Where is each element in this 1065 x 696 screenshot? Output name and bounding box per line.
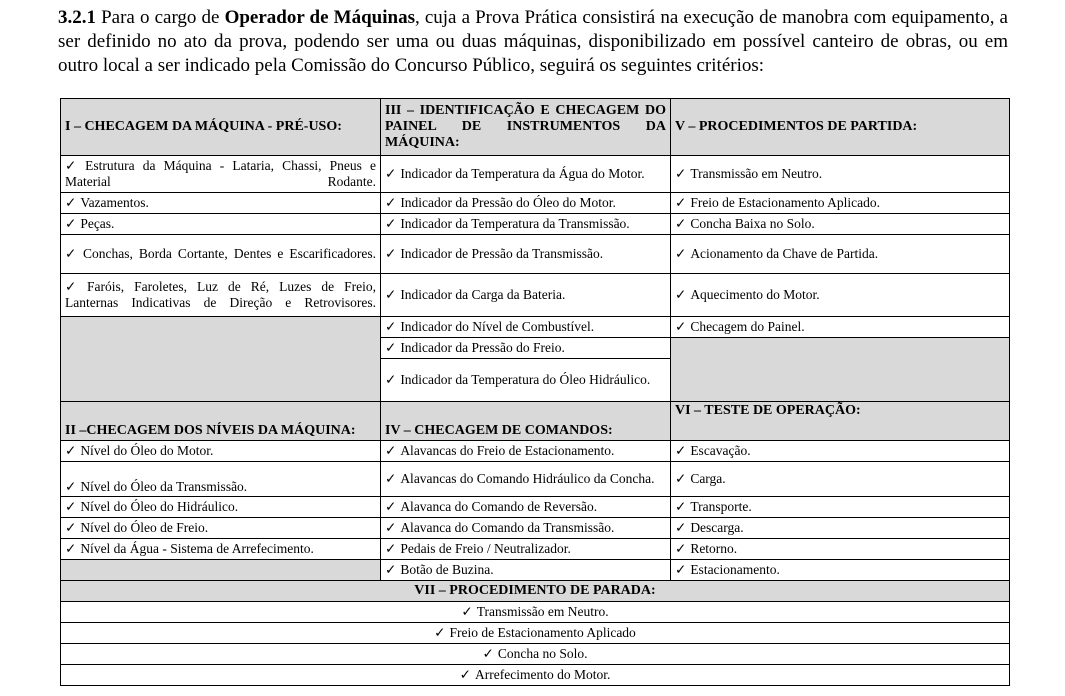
item-label: Estrutura da Máquina - Lataria, Chassi, Pneus e Material Rodante. bbox=[65, 158, 376, 189]
item-label: Arrefecimento do Motor. bbox=[474, 667, 611, 682]
table-row bbox=[61, 462, 1010, 497]
check-icon: ✓ bbox=[675, 319, 687, 334]
check-icon: ✓ bbox=[461, 604, 473, 619]
item-label: Conchas, Borda Cortante, Dentes e Escarificadores. bbox=[82, 246, 376, 261]
empty-cell bbox=[61, 560, 381, 581]
check-icon: ✓ bbox=[675, 287, 687, 302]
table-row bbox=[61, 665, 1010, 686]
check-icon: ✓ bbox=[385, 499, 397, 514]
check-icon: ✓ bbox=[675, 471, 687, 486]
header-section-iv: IV – CHECAGEM DE COMANDOS: bbox=[381, 402, 671, 441]
table-cell bbox=[61, 193, 381, 214]
table-cell bbox=[381, 156, 671, 193]
check-icon: ✓ bbox=[65, 443, 77, 458]
table-cell bbox=[61, 441, 381, 462]
check-icon: ✓ bbox=[385, 166, 397, 181]
check-icon: ✓ bbox=[675, 520, 687, 535]
check-icon: ✓ bbox=[385, 443, 397, 458]
item-label: Pedais de Freio / Neutralizador. bbox=[400, 541, 571, 556]
table-row bbox=[61, 214, 1010, 235]
header-section-iii: III – IDENTIFICAÇÃO E CHECAGEM DO PAINEL DE INSTRUMENTOS DA MÁQUINA: bbox=[381, 99, 671, 156]
check-icon: ✓ bbox=[65, 246, 79, 261]
item-label: Indicador da Temperatura da Água do Motor. bbox=[400, 166, 645, 181]
table-cell bbox=[61, 518, 381, 539]
item-label: Transmissão em Neutro. bbox=[476, 604, 609, 619]
check-icon: ✓ bbox=[675, 246, 687, 261]
item-label: Indicador do Nível de Combustível. bbox=[400, 319, 595, 334]
table-cell bbox=[381, 274, 671, 317]
item-label: Alavancas do Comando Hidráulico da Concha. bbox=[400, 471, 655, 486]
check-icon: ✓ bbox=[385, 541, 397, 556]
header-section-vi: VI – TESTE DE OPERAÇÃO: bbox=[671, 402, 1010, 441]
table-cell bbox=[381, 317, 671, 338]
table-row bbox=[61, 193, 1010, 214]
table-cell bbox=[671, 441, 1010, 462]
item-label: Retorno. bbox=[690, 541, 738, 556]
table-cell bbox=[61, 539, 381, 560]
table-cell bbox=[381, 359, 671, 402]
check-icon: ✓ bbox=[675, 443, 687, 458]
role-name: Operador de Máquinas bbox=[224, 7, 415, 28]
item-label: Descarga. bbox=[690, 520, 744, 535]
table-cell bbox=[671, 462, 1010, 497]
item-label: Peças. bbox=[80, 216, 115, 231]
check-icon: ✓ bbox=[65, 541, 77, 556]
table-cell bbox=[61, 462, 381, 497]
table-row bbox=[61, 156, 1010, 193]
table-row bbox=[61, 317, 1010, 338]
check-icon: ✓ bbox=[482, 646, 494, 661]
check-icon: ✓ bbox=[675, 499, 687, 514]
table-cell bbox=[671, 539, 1010, 560]
criteria-table bbox=[60, 98, 1009, 686]
table-row bbox=[61, 497, 1010, 518]
item-label: Carga. bbox=[690, 471, 726, 486]
item-label: Escavação. bbox=[690, 443, 751, 458]
intro-paragraph bbox=[58, 6, 1008, 78]
item-label: Indicador da Pressão do Óleo do Motor. bbox=[400, 195, 616, 210]
table-cell bbox=[671, 518, 1010, 539]
table-cell bbox=[61, 156, 381, 193]
check-icon: ✓ bbox=[385, 319, 397, 334]
item-label: Transporte. bbox=[690, 499, 752, 514]
table-row bbox=[61, 644, 1010, 665]
check-icon: ✓ bbox=[65, 279, 83, 294]
table-row bbox=[61, 560, 1010, 581]
empty-cell bbox=[61, 317, 381, 402]
check-icon: ✓ bbox=[385, 372, 397, 387]
check-icon: ✓ bbox=[675, 166, 687, 181]
item-label: Alavanca do Comando da Transmissão. bbox=[400, 520, 615, 535]
check-icon: ✓ bbox=[675, 541, 687, 556]
header-section-ii: II –CHECAGEM DOS NÍVEIS DA MÁQUINA: bbox=[61, 402, 381, 441]
item-label: Alavancas do Freio de Estacionamento. bbox=[400, 443, 615, 458]
table-cell bbox=[671, 317, 1010, 338]
table-cell bbox=[61, 497, 381, 518]
item-label: Nível do Óleo do Hidráulico. bbox=[80, 499, 239, 514]
table-header-row-1 bbox=[61, 99, 1010, 156]
item-label: Acionamento da Chave de Partida. bbox=[690, 246, 879, 261]
table-row bbox=[61, 623, 1010, 644]
table-cell bbox=[381, 462, 671, 497]
check-icon: ✓ bbox=[385, 562, 397, 577]
table-row bbox=[61, 539, 1010, 560]
table-cell bbox=[671, 497, 1010, 518]
section-number: 3.2.1 bbox=[58, 7, 96, 28]
item-label: Vazamentos. bbox=[80, 195, 149, 210]
header-section-i: I – CHECAGEM DA MÁQUINA - PRÉ-USO: bbox=[61, 99, 381, 156]
table-cell bbox=[381, 235, 671, 274]
item-label: Concha no Solo. bbox=[497, 646, 588, 661]
intro-text-after: , cuja a Prova Prática consistirá na execução de manobra com equipamento, a ser definido no ato da prova, podendo ser uma ou duas máquinas, disponibilizado em possível canteiro de obras, ou em outro local a ser indicado pela Comissão do Concurso Público, seguirá os seguintes critérios: bbox=[58, 7, 1008, 76]
item-label: Indicador da Carga da Bateria. bbox=[400, 287, 566, 302]
check-icon: ✓ bbox=[675, 195, 687, 210]
check-icon: ✓ bbox=[459, 667, 471, 682]
table-cell bbox=[381, 338, 671, 359]
table-cell bbox=[671, 193, 1010, 214]
table-cell bbox=[61, 665, 1010, 686]
table-header-row-2 bbox=[61, 402, 1010, 441]
check-icon: ✓ bbox=[675, 562, 687, 577]
header-section-v: V – PROCEDIMENTOS DE PARTIDA: bbox=[671, 99, 1010, 156]
item-label: Faróis, Faroletes, Luz de Ré, Luzes de Freio, Lanternas Indicativas de Direção e Retrovisores. bbox=[65, 279, 376, 310]
table-cell bbox=[61, 644, 1010, 665]
table-cell bbox=[671, 156, 1010, 193]
table-cell bbox=[381, 214, 671, 235]
item-label: Aquecimento do Motor. bbox=[690, 287, 820, 302]
check-icon: ✓ bbox=[385, 246, 397, 261]
item-label: Transmissão em Neutro. bbox=[690, 166, 823, 181]
item-label: Nível do Óleo de Freio. bbox=[80, 520, 209, 535]
table-row bbox=[61, 518, 1010, 539]
table-cell bbox=[381, 441, 671, 462]
item-label: Nível do Óleo do Motor. bbox=[80, 443, 214, 458]
item-label: Botão de Buzina. bbox=[400, 562, 494, 577]
item-label: Concha Baixa no Solo. bbox=[690, 216, 815, 231]
check-icon: ✓ bbox=[385, 195, 397, 210]
check-icon: ✓ bbox=[385, 287, 397, 302]
item-label: Nível do Óleo da Transmissão. bbox=[80, 479, 248, 494]
table-cell bbox=[381, 560, 671, 581]
table-cell bbox=[61, 623, 1010, 644]
table-cell bbox=[381, 518, 671, 539]
check-icon: ✓ bbox=[65, 158, 82, 173]
table-row bbox=[61, 441, 1010, 462]
check-icon: ✓ bbox=[65, 479, 77, 494]
check-icon: ✓ bbox=[434, 625, 446, 640]
item-label: Freio de Estacionamento Aplicado bbox=[449, 625, 636, 640]
table-cell bbox=[671, 560, 1010, 581]
check-icon: ✓ bbox=[385, 471, 397, 486]
intro-text-before: Para o cargo de bbox=[101, 7, 220, 28]
table-cell bbox=[381, 497, 671, 518]
table-cell bbox=[61, 274, 381, 317]
check-icon: ✓ bbox=[675, 216, 687, 231]
item-label: Indicador da Pressão do Freio. bbox=[400, 340, 565, 355]
item-label: Indicador de Pressão da Transmissão. bbox=[400, 246, 604, 261]
table-cell bbox=[381, 539, 671, 560]
item-label: Freio de Estacionamento Aplicado. bbox=[690, 195, 881, 210]
item-label: Checagem do Painel. bbox=[690, 319, 805, 334]
item-label: Indicador da Temperatura da Transmissão. bbox=[400, 216, 630, 231]
check-icon: ✓ bbox=[65, 216, 77, 231]
table-cell bbox=[381, 193, 671, 214]
table-row bbox=[61, 274, 1010, 317]
item-label: Alavanca do Comando de Reversão. bbox=[400, 499, 598, 514]
check-icon: ✓ bbox=[385, 520, 397, 535]
check-icon: ✓ bbox=[385, 340, 397, 355]
table-cell bbox=[671, 235, 1010, 274]
item-label: Estacionamento. bbox=[690, 562, 780, 577]
table-cell bbox=[61, 214, 381, 235]
table-header-row-3 bbox=[61, 581, 1010, 602]
check-icon: ✓ bbox=[385, 216, 397, 231]
check-icon: ✓ bbox=[65, 499, 77, 514]
table-cell bbox=[671, 214, 1010, 235]
table-cell bbox=[671, 274, 1010, 317]
table-row bbox=[61, 235, 1010, 274]
item-label: Nível da Água - Sistema de Arrefecimento. bbox=[80, 541, 314, 556]
check-icon: ✓ bbox=[65, 195, 77, 210]
empty-cell bbox=[671, 338, 1010, 402]
check-icon: ✓ bbox=[65, 520, 77, 535]
header-section-vii: VII – PROCEDIMENTO DE PARADA: bbox=[61, 581, 1010, 602]
table-row bbox=[61, 602, 1010, 623]
table-cell bbox=[61, 602, 1010, 623]
item-label: Indicador da Temperatura do Óleo Hidráulico. bbox=[400, 372, 651, 387]
table-cell bbox=[61, 235, 381, 274]
